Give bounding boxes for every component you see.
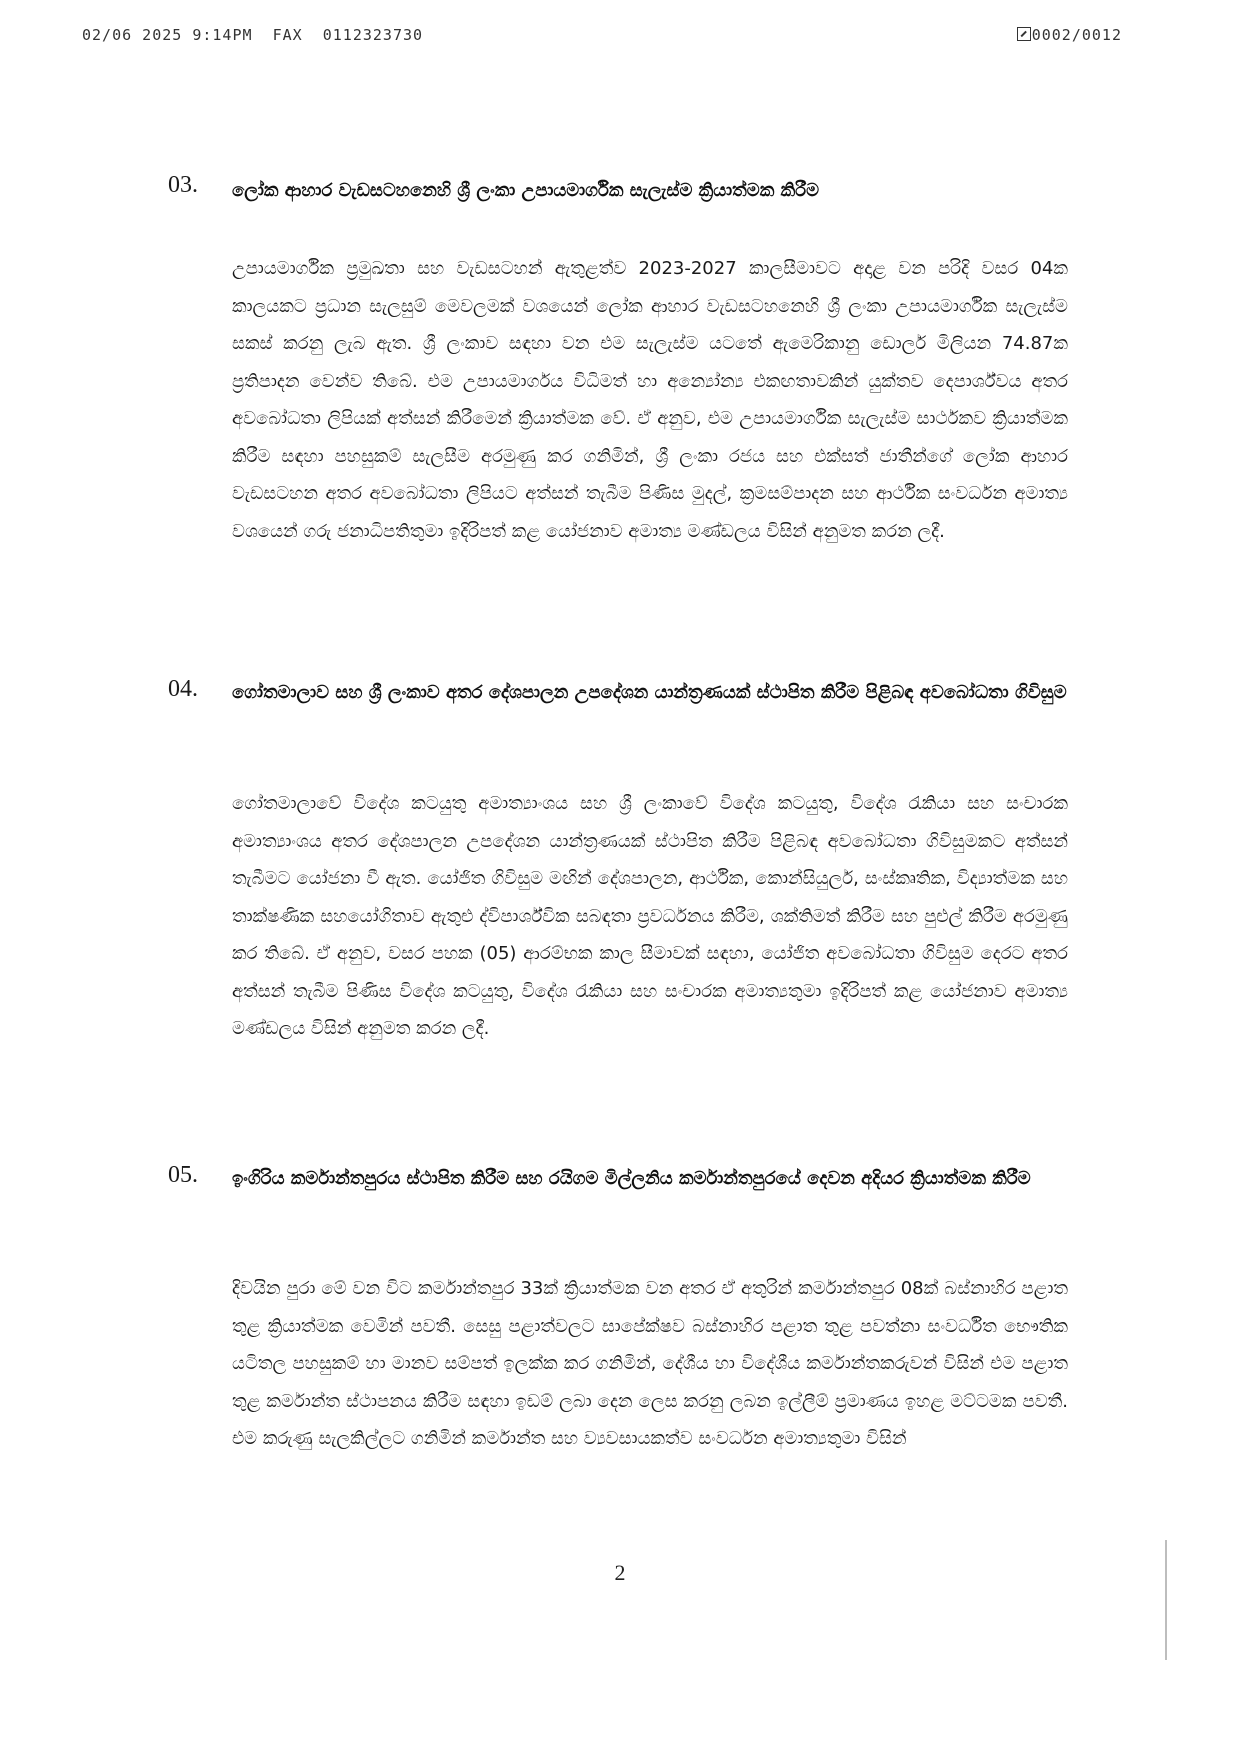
fax-checkbox-icon: [1017, 27, 1031, 41]
fax-header: [82, 26, 1122, 50]
section-number: 04.: [168, 676, 198, 702]
section-title: ලෝක ආහාර වැඩසටහනෙහි ශ්‍රී ලංකා උපායමාර්ගික සැලැස්ම ක්‍රියාත්මක කිරීම: [232, 180, 820, 201]
section-body: ගෝතමාලාවේ විදේශ කටයුතු අමාත්‍යාංශය සහ ශ්‍රී ලංකාවේ විදේශ කටයුතු, විදේශ රැකියා සහ සංචාරක අමාත්‍යාංශය අතර දේශපාලන උපදේශන යාන්ත්‍රණයක් ස්ථාපිත කිරීම පිළිබඳ අවබෝධතා ගිවිසුමකට අත්සන් තැබීමට යෝජනා වී ඇත. යෝජිත ගිවිසුම මඟින් දේශපාලන, ආර්ථික, කොන්සියුලර්, සංස්කෘතික, විද්‍යාත්මක සහ තාක්ෂණික සහයෝගිතාව ඇතුළු ද්විපාර්ශ්වික සබඳතා ප්‍රවර්ධනය කිරීම, ශක්තිමත් කිරීම සහ පුළුල් කිරීම අරමුණු කර තිබේ. ඒ අනුව, වසර පහක (05) ආරම්භක කාල සීමාවක් සඳහා, යෝජිත අවබෝධතා ගිවිසුම දෙරට අතර අත්සන් තැබීම පිණිස විදේශ කටයුතු, විදේශ රැකියා සහ සංචාරක අමාත්‍යතුමා ඉදිරිපත් කළ යෝජනාව අමාත්‍ය මණ්ඩලය විසින් අනුමත කරන ලදී.: [232, 793, 1068, 1039]
section-number: 03.: [168, 172, 198, 198]
page-number: 2: [614, 1560, 626, 1585]
fax-page-counter-text: 0002/0012: [1031, 26, 1122, 44]
fax-transmission-info: 02/06 2025 9:14PM FAX 0112323730: [82, 26, 424, 44]
section-body: උපායමාර්ගික ප්‍රමුඛතා සහ වැඩසටහන් ඇතුළත්ව 2023-2027 කාලසීමාවට අදාළ වන පරිදි වසර 04ක කාලයකට ප්‍රධාන සැලසුම් මෙවලමක් වශයෙන් ලෝක ආහාර වැඩසටහනෙහි ශ්‍රී ලංකා උපායමාර්ගික සැලැස්ම සකස් කරනු ලැබ ඇත. ශ්‍රී ලංකාව සඳහා වන එම සැලැස්ම යටතේ ඇමෙරිකානු ඩොලර් මිලියන 74.87ක ප්‍රතිපාදන වෙන්ව තිබේ. එම උපායමාර්ගය විධිමත් හා අන්‍යෝන්‍ය එකඟතාවකින් යුක්තව දෙපාර්ශ්වය අතර අවබෝධතා ලිපියක් අත්සන් කිරීමෙන් ක්‍රියාත්මක වේ. ඒ අනුව, එම උපායමාර්ගික සැලැස්ම සාර්ථකව ක්‍රියාත්මක කිරීම සඳහා පහසුකම් සැලසීම අරමුණු කර ගනිමින්, ශ්‍රී ලංකා රජය සහ එක්සත් ජාතීන්ගේ ලෝක ආහාර වැඩසටහන අතර අවබෝධතා ලිපියට අත්සන් තැබීම පිණිස මුදල්, ක්‍රමසම්පාදන සහ ආර්ථික සංවර්ධන අමාත්‍ය වශයෙන් ගරු ජනාධිපතිතුමා ඉදිරිපත් කළ යෝජනාව අමාත්‍ය මණ්ඩලය විසින් අනුමත කරන ලදී.: [232, 258, 1068, 542]
section-number: 05.: [168, 1162, 198, 1188]
scan-edge-line: [1165, 1540, 1167, 1660]
section-title: ඉංගිරිය කර්මාන්තපුරය ස්ථාපිත කිරීම සහ රයිගම මිල්ලනිය කර්මාන්තපුරයේ දෙවන අදියර ක්‍රියාත්මක කිරීම: [232, 1168, 1031, 1189]
section-title: ගෝතමාලාව සහ ශ්‍රී ලංකාව අතර දේශපාලන උපදේශන යාන්ත්‍රණයක් ස්ථාපිත කිරීම පිළිබඳ අවබෝධතා ගිවිසුම: [232, 682, 1067, 703]
fax-page-counter: [1017, 26, 1122, 44]
section-body: දිවයින පුරා මේ වන විට කර්මාන්තපුර 33ක් ක්‍රියාත්මක වන අතර ඒ අතුරින් කර්මාන්තපුර 08ක් බස්නාහිර පළාත තුළ ක්‍රියාත්මක වෙමින් පවතී. සෙසු පළාත්වලට සාපේක්ෂව බස්නාහිර පළාත තුළ පවත්නා සංවර්ධිත භෞතික යටිතල පහසුකම් හා මානව සම්පත් ඉලක්ක කර ගනිමින්, දේශීය හා විදේශීය කර්මාන්තකරුවන් විසින් එම පළාත තුළ කර්මාන්ත ස්ථාපනය කිරීම සඳහා ඉඩම් ලබා දෙන ලෙස කරනු ලබන ඉල්ලීම් ප්‍රමාණය ඉහළ මට්ටමක පවතී. එම කරුණු සැලකිල්ලට ගනිමින් කර්මාන්ත සහ ව්‍යවසායකත්ව සංවර්ධන අමාත්‍යතුමා විසින්: [232, 1278, 1068, 1449]
